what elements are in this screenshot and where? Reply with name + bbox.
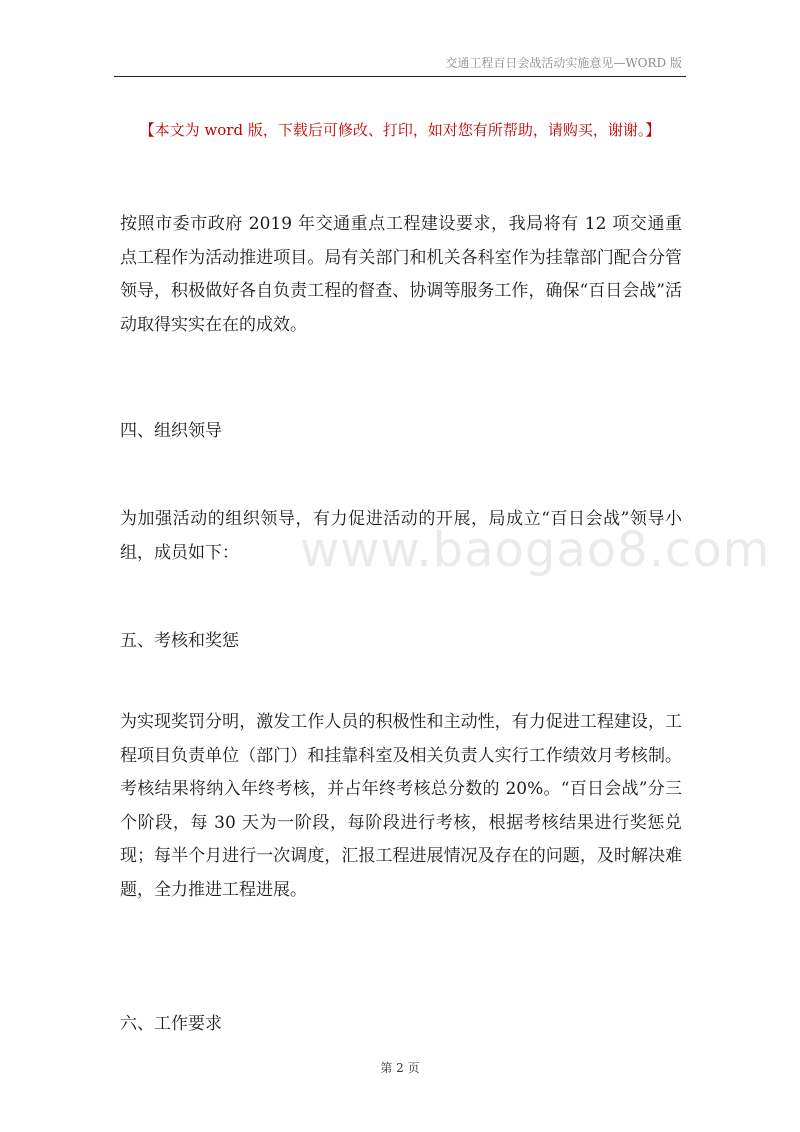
paragraph-leadership-group: 为加强活动的组织领导，有力促进活动的开展，局成立“百日会战”领导小组，成员如下： xyxy=(120,509,682,563)
watermark-text: www.baogao8.com xyxy=(300,522,771,578)
page-number: 第 2 页 xyxy=(380,1061,420,1075)
section-heading-organization: 四、组织领导 xyxy=(120,421,222,441)
header-divider xyxy=(114,76,686,77)
section-heading-requirements: 六、工作要求 xyxy=(120,1014,222,1034)
purchase-notice: 【本文为 word 版，下载后可修改、打印，如对您有所帮助，请购买，谢谢。】 xyxy=(139,121,661,139)
paragraph-assessment-rules: 为实现奖罚分明，激发工作人员的积极性和主动性，有力促进工程建设，工程项目负责单位（部门）和挂靠科室及相关负责人实行工作绩效月考核制。考核结果将纳入年终考核，并占年终考核总分数的 20%。“百日会战”分三个阶段，每 30 天为一阶段，每阶段进行考核，根据考核结果进行奖惩兑现；每半个月进行一次调度，汇报工程进展情况及存在的问题，及时解决难题，全力推进工程进展。 xyxy=(120,712,682,900)
paragraph-project-plan: 按照市委市政府 2019 年交通重点工程建设要求，我局将有 12 项交通重点工程作为活动推进项目。局有关部门和机关各科室作为挂靠部门配合分管领导，积极做好各自负责工程的督查、协调等服务工作，确保“百日会战”活动取得实实在在的成效。 xyxy=(120,214,682,335)
section-heading-assessment: 五、考核和奖惩 xyxy=(120,631,239,651)
page-header-title: 交通工程百日会战活动实施意见—WORD 版 xyxy=(445,56,682,70)
